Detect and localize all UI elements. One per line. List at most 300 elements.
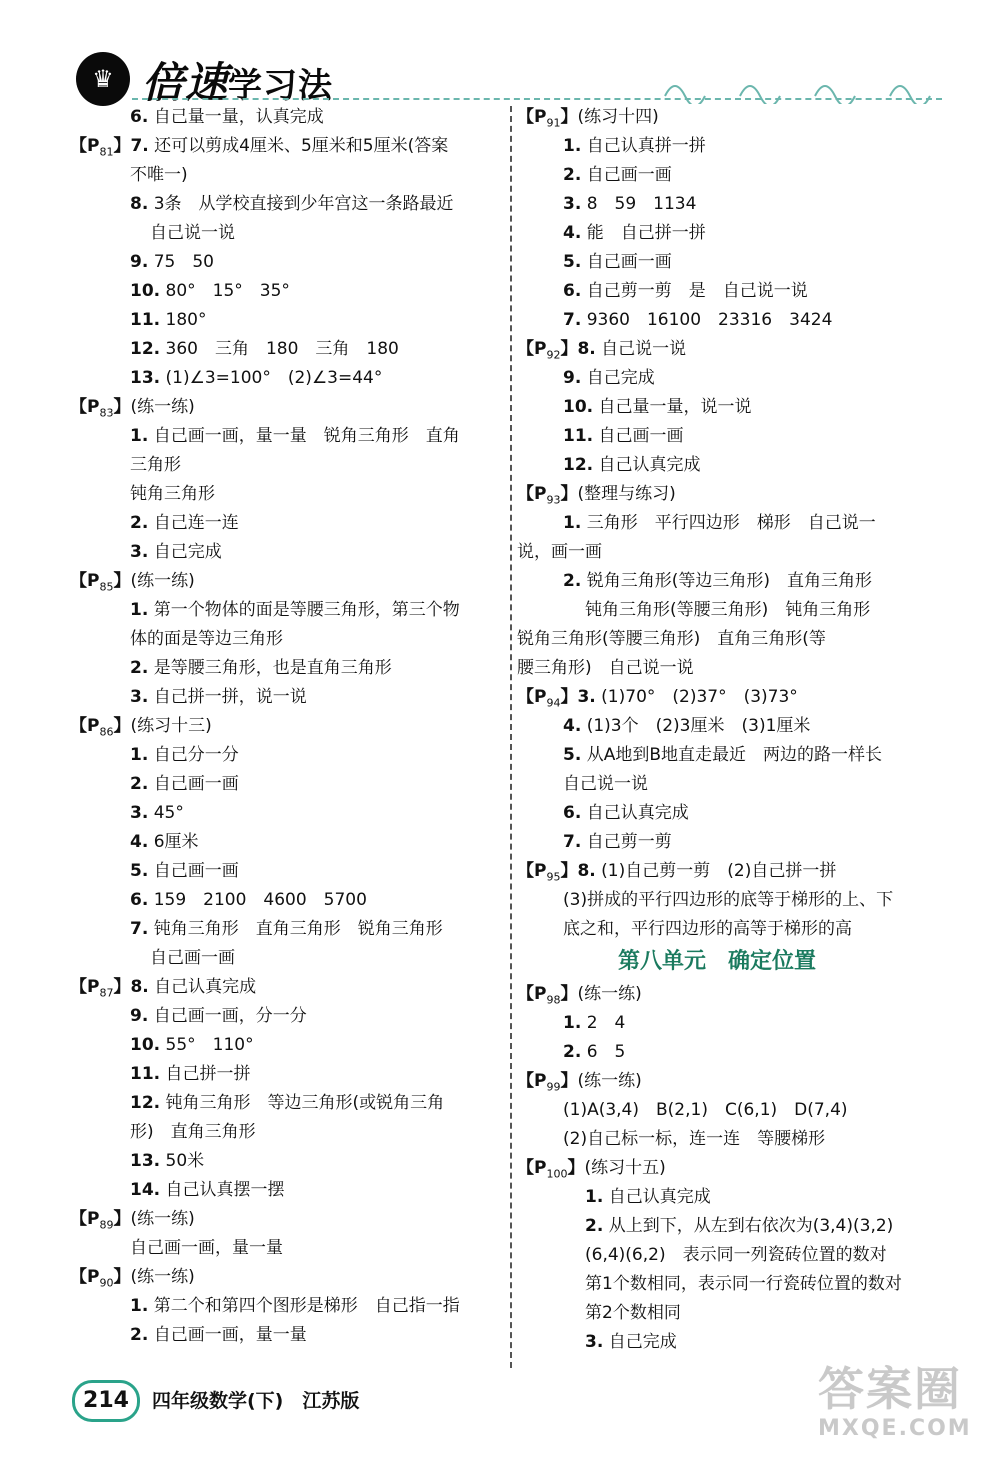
answer-line [517, 335, 947, 364]
answer-text: 钝角三角形 等边三角形(或锐角三角 [165, 1093, 445, 1113]
answer-line [70, 1118, 510, 1147]
answer-line [70, 944, 510, 973]
answer-line [517, 190, 947, 219]
page-ref-open: 【P [70, 1209, 100, 1229]
answer-text: (1)自己剪一剪 (2)自己拼一拼 [601, 861, 837, 881]
answer-text: 自己画一画 [150, 948, 235, 968]
item-number: 2. [130, 658, 149, 678]
answer-text: 自己认真拼一拼 [586, 136, 706, 156]
page-ref-close: 】 [560, 1071, 578, 1091]
page-ref-close: 】 [560, 339, 578, 359]
answer-text: (1)70° (2)37° (3)73° [601, 687, 798, 707]
answer-text: 能 自己拼一拼 [586, 223, 706, 243]
answer-text: 自己画一画 [153, 861, 239, 881]
answer-line [70, 1089, 510, 1118]
answer-text: 自己说一说 [563, 774, 648, 794]
answer-line [517, 393, 947, 422]
page-ref-open: 【P [517, 107, 547, 127]
page-reference [517, 984, 578, 1007]
page-reference [517, 484, 578, 507]
item-number: 7. [130, 136, 149, 156]
answer-text: 自己画一画 [586, 165, 672, 185]
answer-text: 第1个数相同，表示同一行瓷砖位置的数对 [585, 1274, 902, 1294]
answer-text: 自己认真完成 [598, 455, 701, 475]
answer-text: 360 三角 180 三角 180 [165, 339, 399, 359]
answer-text: 是等腰三角形，也是直角三角形 [153, 658, 392, 678]
page-ref-number: 90 [99, 1276, 114, 1290]
item-number: 7. [130, 919, 149, 939]
right-answer-column [517, 103, 947, 1357]
item-number: 5. [563, 745, 582, 765]
answer-text: 自己完成 [153, 542, 222, 562]
page-ref-open: 【P [517, 484, 547, 504]
page-ref-open: 【P [70, 716, 100, 736]
answer-text: 3条 从学校直接到少年宫这一条路最近 [153, 194, 454, 214]
crown-emblem-icon: ♛ [76, 52, 130, 106]
answer-text: 自己拼一拼，说一说 [153, 687, 307, 707]
answer-line [517, 1241, 947, 1270]
page-ref-open: 【P [70, 1267, 100, 1287]
item-number: 3. [577, 687, 596, 707]
page-ref-number: 91 [546, 116, 561, 130]
answer-line [70, 1176, 510, 1205]
section-title: 第八单元 确定位置 [617, 949, 816, 974]
page-reference [70, 977, 131, 1000]
answer-text: 三角形 平行四边形 梯形 自己说一 [586, 513, 876, 533]
answer-text: (6,4)(6,2) 表示同一列瓷砖位置的数对 [585, 1245, 887, 1265]
answer-line [517, 1299, 947, 1328]
page-reference [517, 1158, 585, 1181]
page-reference [517, 1071, 578, 1094]
page-ref-number: 87 [99, 986, 114, 1000]
page-ref-open: 【P [517, 1158, 547, 1178]
answer-text: 自己画一画，量一量 [130, 1238, 283, 1258]
answer-text: 自己画一画 [153, 774, 239, 794]
item-number: 10. [563, 397, 594, 417]
answer-text: 还可以剪成4厘米、5厘米和5厘米(答案 [154, 136, 449, 156]
item-number: 4. [563, 223, 582, 243]
answer-text: 第一个物体的面是等腰三角形，第三个物 [153, 600, 460, 620]
answer-line [70, 770, 510, 799]
book-title: 四年级数学(下) 江苏版 [152, 1390, 360, 1412]
answer-line [517, 248, 947, 277]
page-ref-close: 】 [113, 397, 131, 417]
answer-text: 45° [153, 803, 184, 823]
answer-text: 第2个数相同 [585, 1303, 681, 1323]
answer-line [517, 625, 947, 654]
answer-text: 自己拼一拼 [165, 1064, 251, 1084]
item-number: 7. [563, 310, 582, 330]
item-number: 2. [130, 513, 149, 533]
item-number: 6. [563, 281, 582, 301]
item-number: 1. [130, 1296, 149, 1316]
answer-text: 说，画一画 [517, 542, 602, 562]
item-number: 3. [585, 1332, 604, 1352]
answer-line [70, 161, 510, 190]
page-ref-close: 】 [560, 484, 578, 504]
answer-line [70, 1234, 510, 1263]
answer-line [517, 683, 947, 712]
answer-line [70, 1205, 510, 1234]
answer-line [70, 973, 510, 1002]
answer-text: 自己认真摆一摆 [165, 1180, 285, 1200]
answer-text: 钝角三角形 [130, 484, 215, 504]
page-ref-close: 】 [113, 571, 131, 591]
page-ref-open: 【P [517, 1071, 547, 1091]
answer-line [517, 770, 947, 799]
page-ref-close: 】 [113, 1209, 131, 1229]
page-ref-number: 86 [99, 725, 114, 739]
page-reference [517, 339, 578, 362]
answer-line [517, 567, 947, 596]
answer-line [70, 1031, 510, 1060]
answer-line [70, 219, 510, 248]
answer-text: 从上到下，从左到右依次为(3,4)(3,2) [608, 1216, 894, 1236]
answer-line [517, 1096, 947, 1125]
page-ref-close: 】 [567, 1158, 585, 1178]
page-reference [70, 716, 131, 739]
answer-line [517, 451, 947, 480]
item-number: 9. [130, 1006, 149, 1026]
item-number: 10. [130, 1035, 161, 1055]
answer-line [517, 1183, 947, 1212]
answer-text: 体的面是等边三角形 [130, 629, 283, 649]
answer-line [70, 248, 510, 277]
answer-line [517, 915, 947, 944]
answer-text: (练一练) [577, 984, 642, 1004]
answer-text: (1)A(3,4) B(2,1) C(6,1) D(7,4) [563, 1100, 848, 1120]
item-number: 1. [585, 1187, 604, 1207]
answer-line [517, 364, 947, 393]
page-ref-close: 】 [560, 861, 578, 881]
answer-line [517, 857, 947, 886]
answer-text: 75 50 [153, 252, 214, 272]
page-ref-close: 】 [113, 136, 131, 156]
item-number: 5. [130, 861, 149, 881]
answer-line [517, 219, 947, 248]
answer-line [70, 393, 510, 422]
answer-text: 自己认真完成 [154, 977, 257, 997]
answer-text: 自己画一画，分一分 [153, 1006, 307, 1026]
answer-text: (练一练) [577, 1071, 642, 1091]
item-number: 3. [130, 803, 149, 823]
item-number: 1. [130, 600, 149, 620]
answer-text: 2 4 [586, 1013, 626, 1033]
page-ref-close: 】 [113, 977, 131, 997]
answer-line [70, 1263, 510, 1292]
page-reference [70, 397, 131, 420]
brand-main: 倍速 [142, 58, 229, 107]
answer-line [70, 799, 510, 828]
answer-line [517, 509, 947, 538]
answer-line [70, 509, 510, 538]
item-number: 3. [130, 687, 149, 707]
watermark-url: MXQE.COM [818, 1416, 972, 1441]
item-number: 11. [563, 426, 594, 446]
item-number: 9. [563, 368, 582, 388]
answer-line [70, 683, 510, 712]
item-number: 14. [130, 1180, 161, 1200]
answer-text: 80° 15° 35° [165, 281, 290, 301]
answer-text: (练一练) [130, 1209, 195, 1229]
page-ref-number: 92 [546, 348, 561, 362]
answer-line [517, 1154, 947, 1183]
answer-line [517, 103, 947, 132]
page-reference [517, 687, 578, 710]
answer-line [517, 1328, 947, 1357]
answer-text: 三角形 [130, 455, 181, 475]
item-number: 6. [563, 803, 582, 823]
answer-line [517, 277, 947, 306]
answer-text: 自己画一画 [598, 426, 684, 446]
answer-text: 钝角三角形 直角三角形 锐角三角形 [153, 919, 443, 939]
answer-text: 自己连一连 [153, 513, 239, 533]
answer-text: 自己画一画，量一量 [153, 1325, 307, 1345]
answer-text: 自己量一量，认真完成 [153, 107, 324, 127]
item-number: 13. [130, 1151, 161, 1171]
answer-line [517, 828, 947, 857]
item-number: 12. [130, 339, 161, 359]
answer-text: 自己完成 [608, 1332, 677, 1352]
answer-text: (1)3个 (2)3厘米 (3)1厘米 [586, 716, 811, 736]
answer-text: 形) 直角三角形 [130, 1122, 256, 1142]
answer-text: (练一练) [130, 1267, 195, 1287]
answer-text: 50米 [165, 1151, 205, 1171]
answer-text: 自己分一分 [153, 745, 239, 765]
page-footer [60, 1376, 560, 1436]
answer-line [517, 886, 947, 915]
item-number: 2. [563, 1042, 582, 1062]
item-number: 1. [563, 513, 582, 533]
item-number: 2. [563, 571, 582, 591]
answer-text: 自己画一画，量一量 锐角三角形 直角 [153, 426, 460, 446]
page-ref-close: 】 [560, 107, 578, 127]
answer-line [70, 451, 510, 480]
page-ref-close: 】 [560, 984, 578, 1004]
answer-text: 6厘米 [153, 832, 199, 852]
answer-line [70, 857, 510, 886]
answer-text: (练习十五) [584, 1158, 666, 1178]
page-reference [70, 136, 131, 159]
answer-line [517, 161, 947, 190]
answer-text: 锐角三角形(等边三角形) 直角三角形 [586, 571, 872, 591]
answer-line [70, 190, 510, 219]
answer-line [70, 567, 510, 596]
answer-line [70, 886, 510, 915]
page-ref-open: 【P [70, 397, 100, 417]
answer-text: 自己剪一剪 是 自己说一说 [586, 281, 808, 301]
answer-line [517, 1009, 947, 1038]
page-number: 214 [72, 1380, 140, 1422]
item-number: 8. [577, 339, 596, 359]
answer-line [517, 422, 947, 451]
item-number: 13. [130, 368, 161, 388]
answer-line [70, 654, 510, 683]
item-number: 4. [130, 832, 149, 852]
item-number: 2. [563, 165, 582, 185]
answer-line [70, 1292, 510, 1321]
item-number: 1. [563, 1013, 582, 1033]
answer-line [70, 828, 510, 857]
answer-line [70, 538, 510, 567]
answer-line [70, 480, 510, 509]
answer-line [517, 1067, 947, 1096]
answer-text: 不唯一) [130, 165, 188, 185]
page-ref-open: 【P [70, 571, 100, 591]
answer-text: (1)∠3=100° (2)∠3=44° [165, 368, 383, 388]
item-number: 2. [130, 1325, 149, 1345]
page-reference [517, 107, 578, 130]
item-number: 11. [130, 1064, 161, 1084]
answer-line [70, 364, 510, 393]
page-ref-number: 81 [99, 145, 114, 159]
answer-text: 6 5 [586, 1042, 626, 1062]
answer-text: 自己说一说 [150, 223, 235, 243]
item-number: 1. [130, 745, 149, 765]
item-number: 1. [130, 426, 149, 446]
answer-line [517, 306, 947, 335]
item-number: 4. [563, 716, 582, 736]
answer-text: (练习十四) [577, 107, 659, 127]
item-number: 6. [130, 107, 149, 127]
answer-line [70, 277, 510, 306]
answer-line [70, 422, 510, 451]
answer-text: 自己剪一剪 [586, 832, 672, 852]
page-ref-open: 【P [517, 339, 547, 359]
page-ref-number: 99 [546, 1080, 561, 1094]
item-number: 1. [563, 136, 582, 156]
answer-text: 180° [165, 310, 207, 330]
item-number: 3. [130, 542, 149, 562]
item-number: 12. [130, 1093, 161, 1113]
answer-text: 自己画一画 [586, 252, 672, 272]
answer-line [70, 335, 510, 364]
page-ref-number: 100 [546, 1167, 568, 1181]
page-ref-open: 【P [517, 861, 547, 881]
answer-line [517, 480, 947, 509]
answer-line [70, 1060, 510, 1089]
answer-text: 底之和，平行四边形的高等于梯形的高 [563, 919, 852, 939]
answer-text: 自己认真完成 [608, 1187, 711, 1207]
page-ref-number: 93 [546, 493, 561, 507]
item-number: 5. [563, 252, 582, 272]
answer-line [517, 799, 947, 828]
page-ref-open: 【P [70, 136, 100, 156]
answer-line [70, 306, 510, 335]
item-number: 2. [130, 774, 149, 794]
answer-line [517, 596, 947, 625]
item-number: 6. [130, 890, 149, 910]
answer-line [517, 132, 947, 161]
item-number: 8. [130, 977, 149, 997]
page-ref-number: 98 [546, 993, 561, 1007]
page-ref-number: 95 [546, 870, 561, 884]
page-ref-close: 】 [560, 687, 578, 707]
item-number: 11. [130, 310, 161, 330]
answer-line [517, 1270, 947, 1299]
answer-text: (整理与练习) [577, 484, 676, 504]
answer-text: 自己认真完成 [586, 803, 689, 823]
item-number: 12. [563, 455, 594, 475]
watermark-text: 答案圈 [818, 1362, 962, 1416]
answer-line [70, 625, 510, 654]
page-ref-number: 85 [99, 580, 114, 594]
answer-line [517, 538, 947, 567]
page-ref-close: 】 [113, 716, 131, 736]
page-ref-open: 【P [517, 687, 547, 707]
answer-text: 8 59 1134 [586, 194, 697, 214]
left-answer-column [70, 103, 510, 1350]
answer-text: (2)自己标一标，连一连 等腰梯形 [563, 1129, 826, 1149]
answer-text: 钝角三角形(等腰三角形) 钝角三角形 [585, 600, 871, 620]
answer-line [70, 132, 510, 161]
page-ref-open: 【P [70, 977, 100, 997]
answer-text: 自己说一说 [601, 339, 687, 359]
answer-text: 锐角三角形(等腰三角形) 直角三角形(等 [517, 629, 826, 649]
item-number: 8. [130, 194, 149, 214]
answer-text: 55° 110° [165, 1035, 254, 1055]
page-ref-open: 【P [517, 984, 547, 1004]
answer-text: (练习十三) [130, 716, 212, 736]
answer-line [517, 1125, 947, 1154]
answer-line [517, 980, 947, 1009]
answer-text: (练一练) [130, 571, 195, 591]
answer-line [517, 654, 947, 683]
page-ref-number: 89 [99, 1218, 114, 1232]
answer-text: (3)拼成的平行四边形的底等于梯形的上、下 [563, 890, 894, 910]
item-number: 8. [577, 861, 596, 881]
answer-text: (练一练) [130, 397, 195, 417]
answer-line [517, 741, 947, 770]
answer-line [70, 103, 510, 132]
answer-text: 自己完成 [586, 368, 655, 388]
item-number: 3. [563, 194, 582, 214]
answer-line [70, 596, 510, 625]
page-ref-number: 83 [99, 406, 114, 420]
answer-line [517, 1212, 947, 1241]
item-number: 2. [585, 1216, 604, 1236]
page-reference [70, 1267, 131, 1290]
answer-text: 自己量一量，说一说 [598, 397, 752, 417]
answer-text: 9360 16100 23316 3424 [586, 310, 833, 330]
answer-line [517, 712, 947, 741]
answer-line [70, 1147, 510, 1176]
brand-logo [142, 50, 333, 110]
watermark [818, 1362, 988, 1452]
page-reference [70, 1209, 131, 1232]
answer-text: 从A地到B地直走最近 两边的路一样长 [586, 745, 882, 765]
brand-sub: 学习法 [228, 66, 334, 106]
answer-text: 腰三角形) 自己说一说 [517, 658, 694, 678]
answer-line [70, 1321, 510, 1350]
page-ref-number: 94 [546, 696, 561, 710]
page-ref-close: 】 [113, 1267, 131, 1287]
page-reference [70, 571, 131, 594]
item-number: 10. [130, 281, 161, 301]
item-number: 7. [563, 832, 582, 852]
item-number: 9. [130, 252, 149, 272]
answer-text: 159 2100 4600 5700 [153, 890, 367, 910]
column-divider [510, 106, 512, 1368]
page-reference [517, 861, 578, 884]
answer-line [70, 712, 510, 741]
answer-line [70, 915, 510, 944]
answer-line [70, 1002, 510, 1031]
answer-line [517, 1038, 947, 1067]
answer-text: 第二个和第四个图形是梯形 自己指一指 [153, 1296, 460, 1316]
page-header [0, 0, 1000, 110]
header-divider [132, 98, 942, 100]
